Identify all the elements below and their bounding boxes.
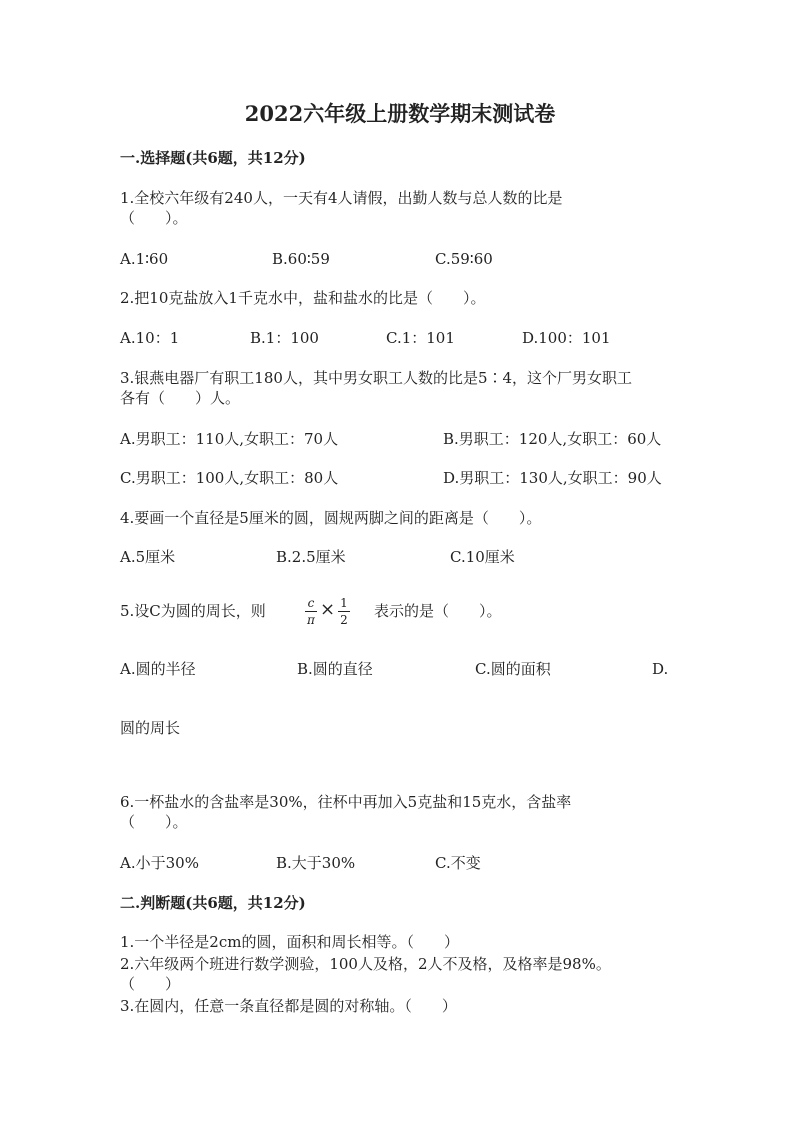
question-5-text: 5.设C为圆的周长，则 bbox=[120, 602, 266, 620]
judge-question-1: 1.一个半径是2cm的圆，面积和周长相等。（ ） bbox=[120, 933, 459, 951]
fraction-denominator: 2 bbox=[340, 613, 348, 627]
fraction-numerator: c bbox=[307, 596, 315, 610]
formula-fraction-one-half bbox=[338, 596, 350, 627]
page-title: 2022六年级上册数学期末测试卷 bbox=[244, 101, 556, 126]
question-4-option-c: C.10厘米 bbox=[450, 548, 515, 566]
formula-fraction-c-over-pi bbox=[305, 596, 317, 627]
fraction-numerator: 1 bbox=[340, 596, 348, 610]
question-6-option-c: C.不变 bbox=[435, 854, 481, 872]
question-6-option-a: A.小于30% bbox=[120, 854, 199, 872]
question-5-option-b: B.圆的直径 bbox=[297, 660, 373, 678]
question-4-text: 4.要画一个直径是5厘米的圆，圆规两脚之间的距离是（ ）。 bbox=[120, 509, 542, 527]
question-2-option-c: C.1：101 bbox=[386, 329, 455, 347]
question-3-option-c: C.男职工：100人,女职工：80人 bbox=[120, 469, 339, 487]
fraction-bar bbox=[305, 611, 317, 612]
question-1-option-a: A.1∶60 bbox=[120, 250, 169, 268]
question-5-text-cont: 表示的是（ ）。 bbox=[374, 602, 502, 620]
question-5-option-a: A.圆的半径 bbox=[120, 660, 196, 678]
question-1-option-c: C.59∶60 bbox=[435, 250, 493, 268]
question-4-option-a: A.5厘米 bbox=[120, 548, 176, 566]
question-6-text: 6.一杯盐水的含盐率是30%，往杯中再加入5克盐和15克水，含盐率 bbox=[120, 793, 572, 811]
question-2-option-b: B.1：100 bbox=[250, 329, 319, 347]
question-6-option-b: B.大于30% bbox=[276, 854, 356, 872]
question-6-blank: （ ）。 bbox=[120, 813, 188, 831]
multiply-sign: × bbox=[320, 599, 336, 620]
question-4-option-b: B.2.5厘米 bbox=[276, 548, 346, 566]
question-3-option-b: B.男职工：120人,女职工：60人 bbox=[443, 430, 662, 448]
question-1-text: 1.全校六年级有240人，一天有4人请假，出勤人数与总人数的比是 bbox=[120, 189, 563, 207]
judge-question-2-blank: （ ） bbox=[120, 975, 181, 993]
section-heading-choice: 一.选择题(共6题，共12分) bbox=[120, 149, 306, 167]
question-3-text: 3.银燕电器厂有职工180人，其中男女职工人数的比是5∶4，这个厂男女职工 bbox=[120, 369, 633, 387]
section-heading-true-false: 二.判断题(共6题，共12分) bbox=[120, 894, 306, 912]
question-2-option-d: D.100：101 bbox=[522, 329, 611, 347]
question-3-text-cont: 各有（ ）人。 bbox=[120, 389, 241, 407]
question-5-option-d: D. bbox=[652, 660, 669, 678]
fraction-denominator: π bbox=[307, 613, 315, 627]
question-3-option-d: D.男职工：130人,女职工：90人 bbox=[443, 469, 662, 487]
fraction-bar bbox=[338, 611, 350, 612]
question-2-text: 2.把10克盐放入1千克水中，盐和盐水的比是（ ）。 bbox=[120, 289, 486, 307]
question-1-blank: （ ）。 bbox=[120, 209, 188, 227]
question-5-option-c: C.圆的面积 bbox=[475, 660, 551, 678]
question-2-option-a: A.10：1 bbox=[120, 329, 180, 347]
judge-question-3: 3.在圆内，任意一条直径都是圆的对称轴。（ ） bbox=[120, 997, 457, 1015]
question-5-option-d-text: 圆的周长 bbox=[120, 719, 181, 737]
question-3-option-a: A.男职工：110人,女职工：70人 bbox=[120, 430, 339, 448]
question-1-option-b: B.60∶59 bbox=[272, 250, 330, 268]
judge-question-2: 2.六年级两个班进行数学测验，100人及格，2人不及格，及格率是98%。 bbox=[120, 955, 611, 973]
